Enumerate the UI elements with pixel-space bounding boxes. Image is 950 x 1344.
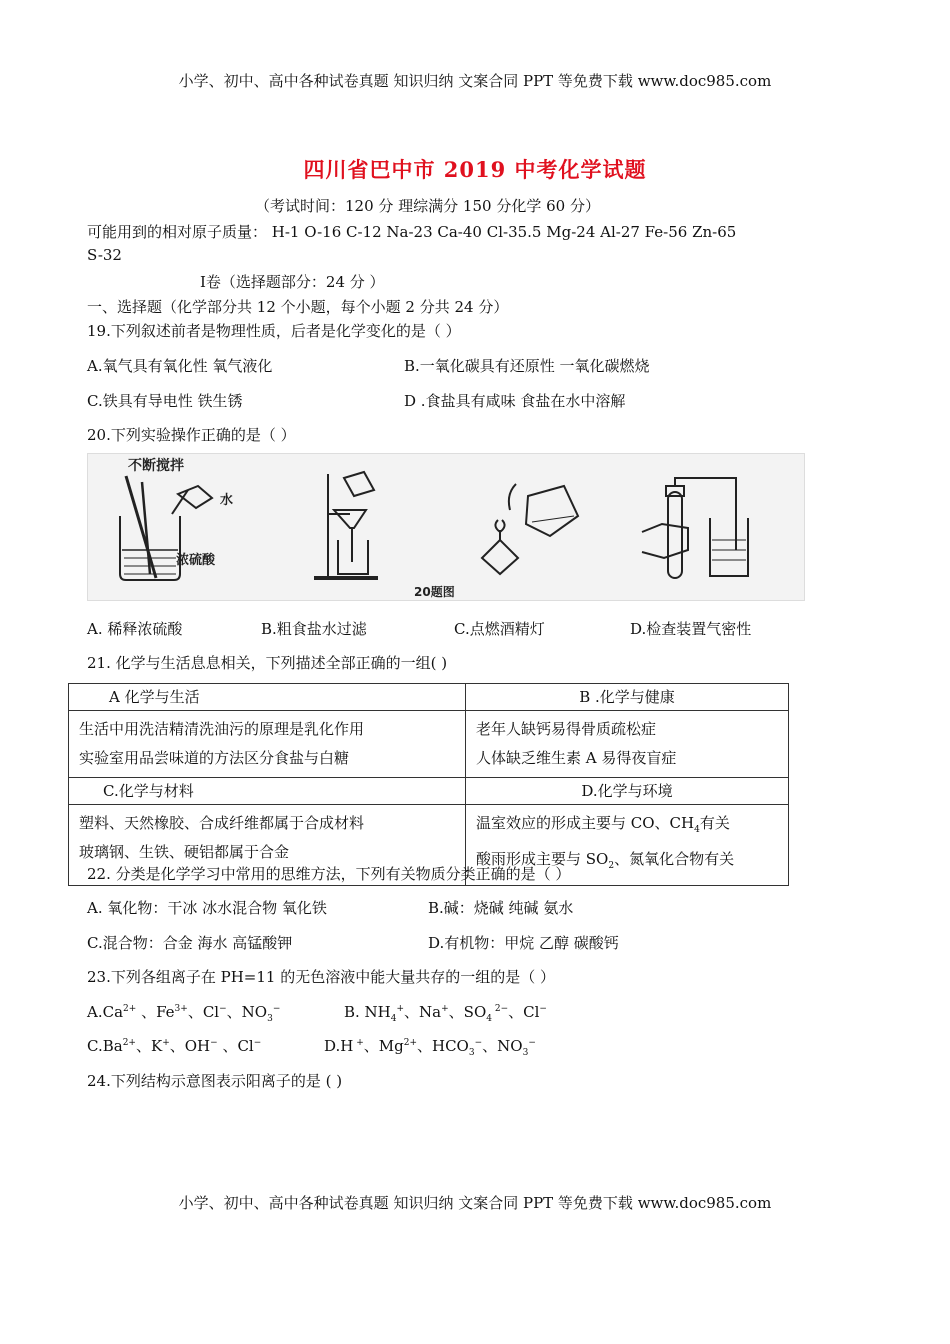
q23-stem: 23.下列各组离子在 PH=11 的无色溶液中能大量共存的一组的是（ ） <box>87 968 555 986</box>
q21-c-line-1: 塑料、天然橡胶、合成纤维都属于合成材料 <box>79 814 365 832</box>
q20-option-b: B.粗食盐水过滤 <box>261 620 367 638</box>
q19-option-d: D .食盐具有咸味 食盐在水中溶解 <box>404 392 626 410</box>
q22-option-c: C.混合物：合金 海水 高锰酸钾 <box>87 934 293 952</box>
q20-apparatus-drawing <box>88 454 804 600</box>
q21-d-line-1: 温室效应的形成主要与 CO、$CH_4$有关 <box>476 814 730 835</box>
alcohol-lamp-illustration <box>482 484 578 574</box>
q22-option-d: D.有机物：甲烷 乙醇 碳酸钙 <box>428 934 619 952</box>
airtightness-illustration <box>642 478 748 578</box>
page-header: 小学、初中、高中各种试卷真题 知识归纳 文案合同 PPT 等免费下载 www.doc985.com <box>178 72 772 90</box>
part-heading: 一、选择题（化学部分共 12 个小题，每个小题 2 分共 24 分） <box>87 298 509 316</box>
page-title: 四川省巴中市 2019 中考化学试题 <box>303 157 647 182</box>
q24-stem: 24.下列结构示意图表示阳离子的是 ( ) <box>87 1072 343 1090</box>
atomic-mass-line-2: S-32 <box>87 246 122 264</box>
q19-stem: 19.下列叙述前者是物理性质，后者是化学变化的是（ ） <box>87 322 461 340</box>
fig-caption: 20题图 <box>414 585 455 599</box>
q20-option-c: C.点燃酒精灯 <box>454 620 545 638</box>
exam-info: （考试时间：120 分 理综满分 150 分化学 60 分） <box>255 197 600 215</box>
q20-option-a: A. 稀释浓硫酸 <box>87 620 183 638</box>
q23-option-b: B. $NH_4^+$、Na+、$SO_4$ $^{2-}$、Cl− <box>344 1003 547 1024</box>
section-heading: Ⅰ卷（选择题部分：24 分 ） <box>200 273 385 291</box>
page-footer: 小学、初中、高中各种试卷真题 知识归纳 文案合同 PPT 等免费下载 www.doc985.com <box>178 1194 772 1212</box>
q20-figure <box>87 453 805 601</box>
q22-stem: 22. 分类是化学学习中常用的思维方法，下列有关物质分类正确的是（ ） <box>87 865 571 883</box>
q21-head-c: C.化学与材料 <box>69 778 466 805</box>
q23-option-c: $C.Ba^{2+}$、K+、OH− 、Cl− <box>87 1037 262 1055</box>
q23-option-a: $A.Ca^{2+}$ 、$Fe^{3+}$、Cl−、$NO_3^-$ <box>87 1003 281 1024</box>
q21-a-line-2: 实验室用品尝味道的方法区分食盐与白糖 <box>79 749 350 767</box>
q21-cell-a <box>69 711 466 778</box>
q20-option-d: D.检查装置气密性 <box>630 620 752 638</box>
q19-option-a: A.氧气具有氧化性 氧气液化 <box>87 357 273 375</box>
q22-option-b: B.碱：烧碱 纯碱 氨水 <box>428 899 574 917</box>
q21-stem: 21. 化学与生活息息相关，下列描述全部正确的一组( ) <box>87 654 448 672</box>
q21-a-line-1: 生活中用洗洁精清洗油污的原理是乳化作用 <box>79 720 365 738</box>
q21-table <box>68 683 789 886</box>
q21-c-line-2: 玻璃钢、生铁、硬铝都属于合金 <box>79 843 290 861</box>
atomic-mass-line-1: 可能用到的相对原子质量： H-1 O-16 C-12 Na-23 Ca-40 Cl-35.5 Mg-24 Al-27 Fe-56 Zn-65 <box>87 223 737 241</box>
filtration-illustration <box>314 472 378 578</box>
q21-head-d: D.化学与环境 <box>466 778 789 805</box>
q23-option-d: D.H +、$Mg^{2+}$、$HCO_3^-$、$NO_3^-$ <box>324 1037 536 1058</box>
q21-b-line-2: 人体缺乏维生素 A 易得夜盲症 <box>476 749 677 767</box>
fig-label-water: 水 <box>220 493 234 508</box>
q21-head-a: A 化学与生活 <box>69 684 466 711</box>
q21-b-line-1: 老年人缺钙易得骨质疏松症 <box>476 720 657 738</box>
q19-option-c: C.铁具有导电性 铁生锈 <box>87 392 243 410</box>
q22-option-a: A. 氧化物：干冰 冰水混合物 氧化铁 <box>87 899 327 917</box>
fig-label-stir: 不断搅拌 <box>128 458 184 474</box>
q20-stem: 20.下列实验操作正确的是（ ） <box>87 426 296 444</box>
q19-option-b: B.一氧化碳具有还原性 一氧化碳燃烧 <box>404 357 650 375</box>
q21-head-b: B .化学与健康 <box>466 684 789 711</box>
q21-cell-b <box>466 711 789 778</box>
q21-d-line-2: 酸雨形成主要与 $SO_2$、氮氧化合物有关 <box>476 850 735 871</box>
fig-label-acid: 浓硫酸 <box>176 553 216 568</box>
